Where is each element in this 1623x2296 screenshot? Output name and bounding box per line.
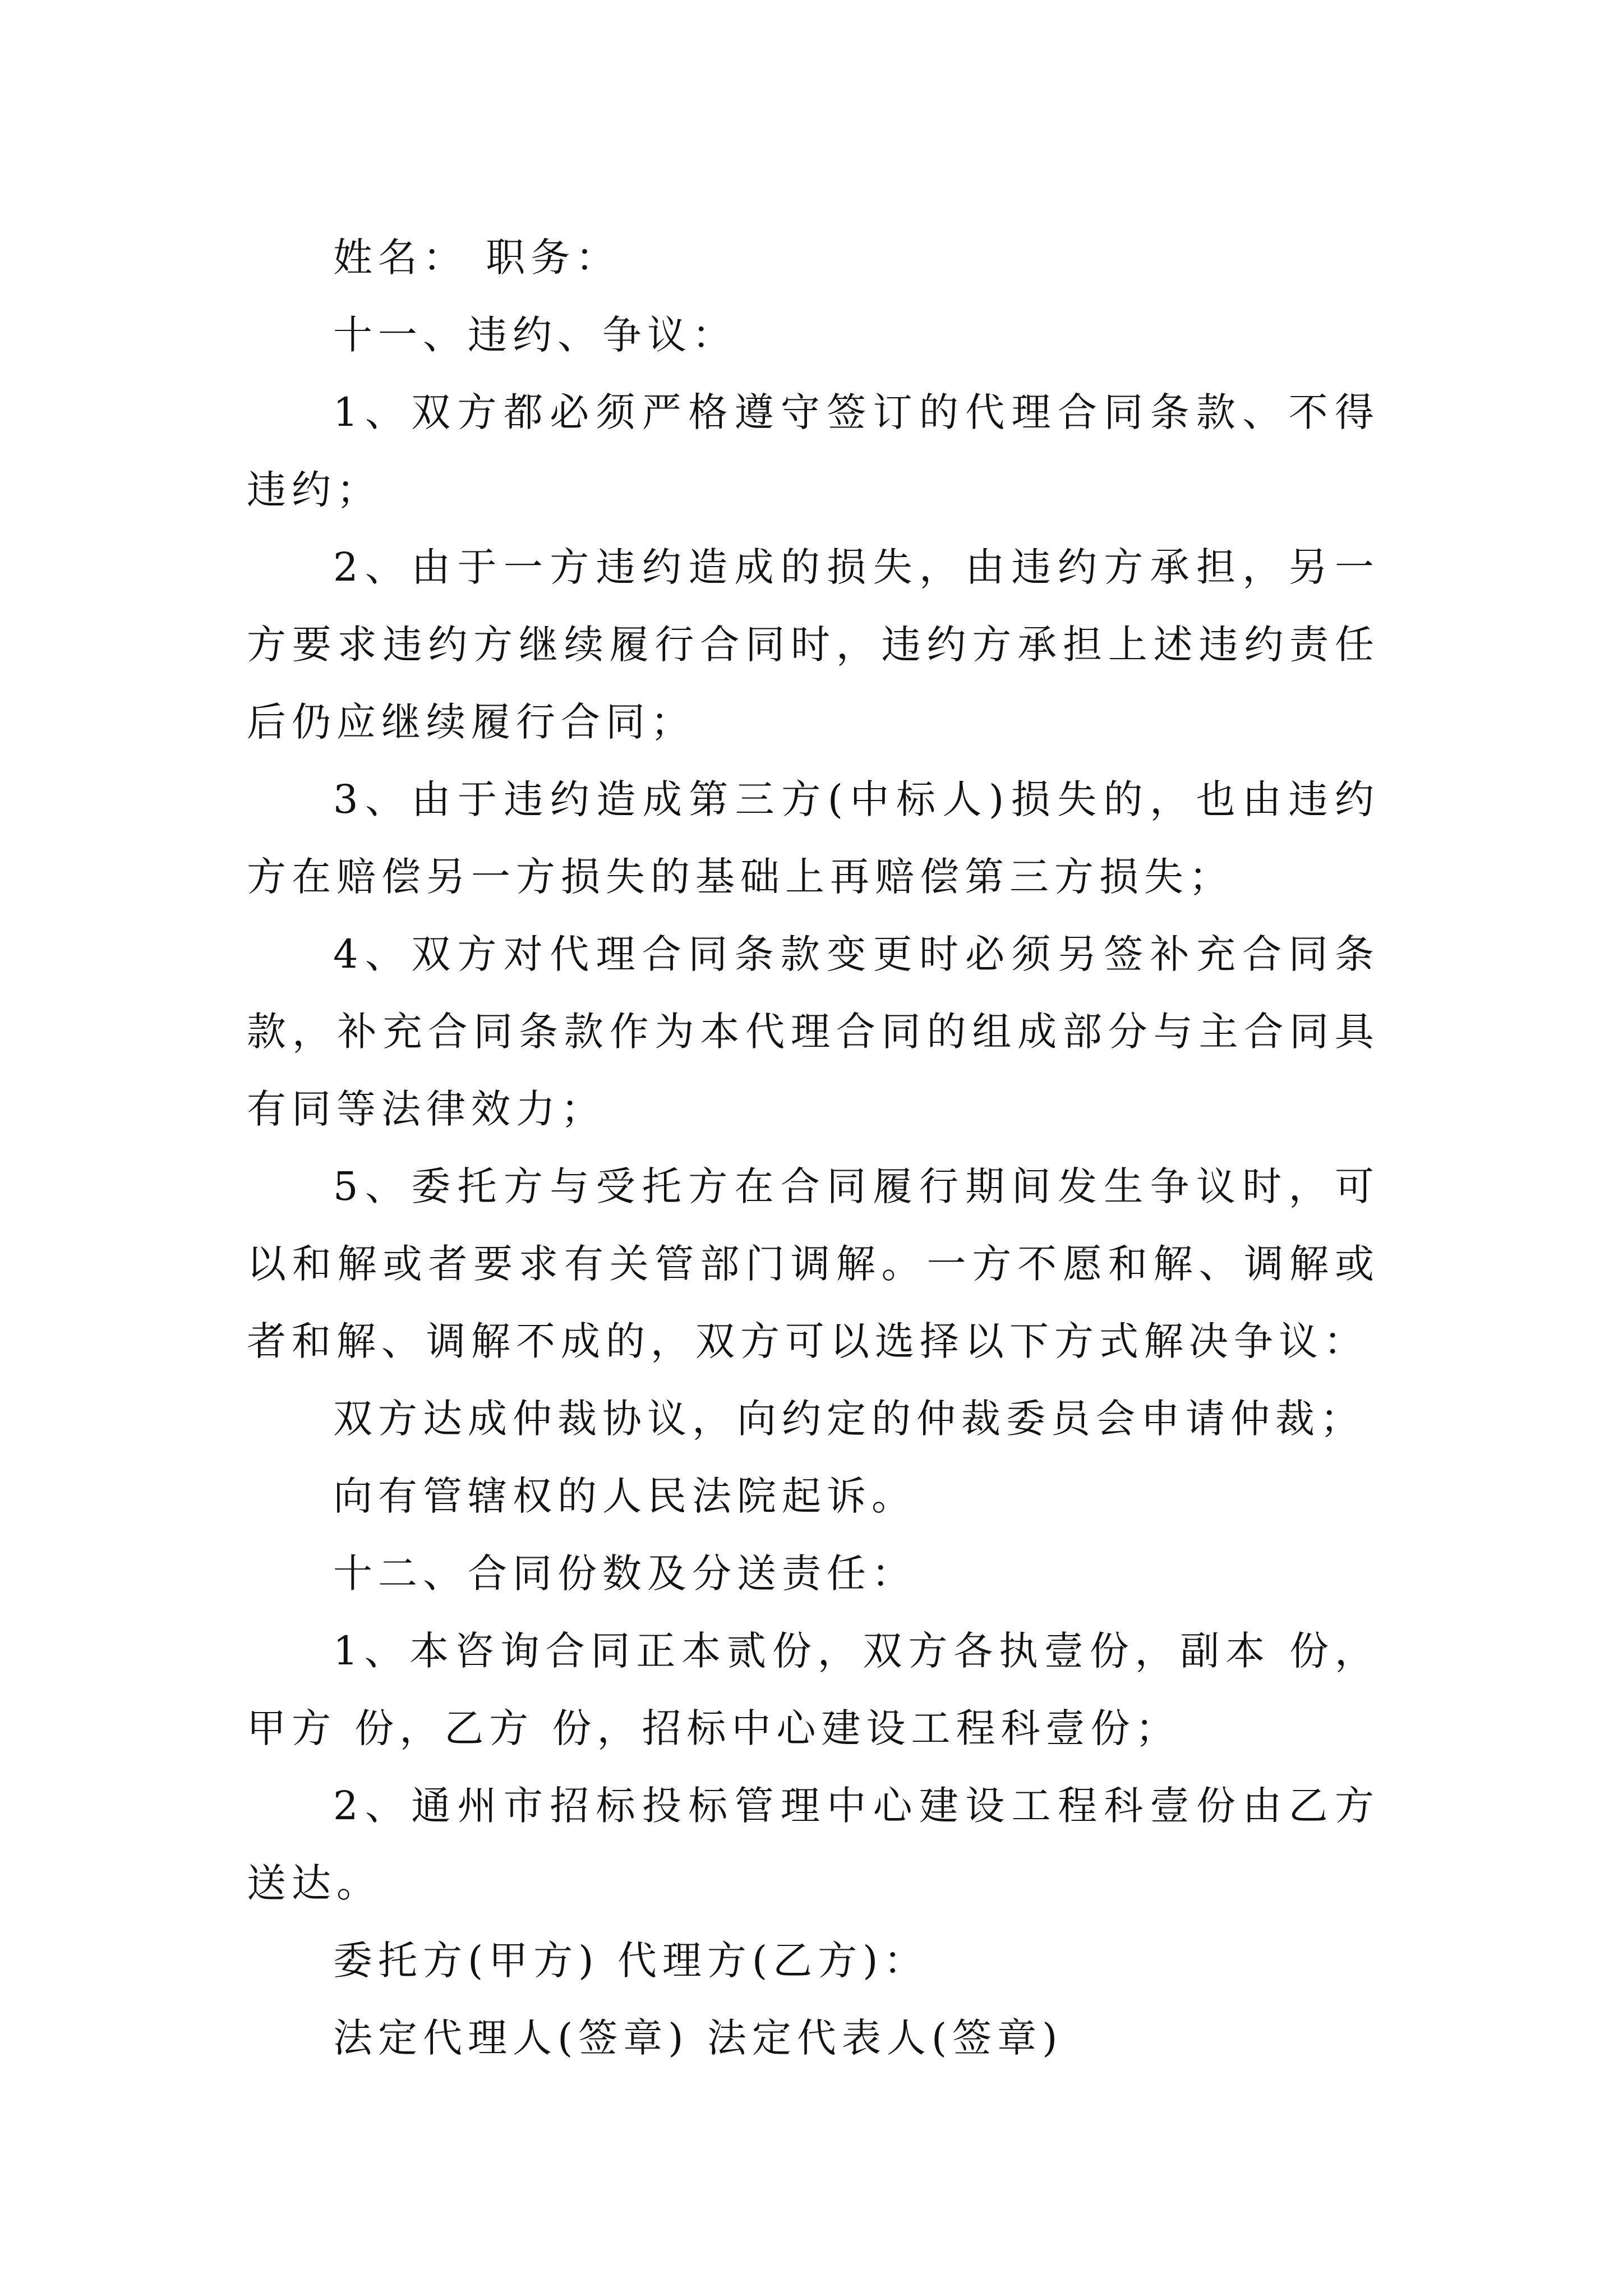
clause-11-1: 1、双方都必须严格遵守签订的代理合同条款、不得违约； [247, 389, 1380, 513]
clause-12-1: 1、本咨询合同正本贰份，双方各执壹份，副本 份，甲方 份，乙方 份，招标中心建设工程科壹份； [247, 1628, 1380, 1751]
section-11-heading: 十一、违约、争议： [333, 312, 737, 358]
clause-12-2: 2、通州市招标投标管理中心建设工程科壹份由乙方送达。 [247, 1783, 1380, 1906]
signature-line: 法定代理人(签章) 法定代表人(签章) [333, 2015, 1063, 2061]
clause-11-5: 5、委托方与受托方在合同履行期间发生争议时，可以和解或者要求有关管部门调解。一方不愿和解、调解或者和解、调解不成的，双方可以选择以下方式解决争议： [247, 1163, 1380, 1364]
clause-11-3: 3、由于违约造成第三方(中标人)损失的，也由违约方在赔偿另一方损失的基础上再赔偿第三方损失； [247, 776, 1380, 900]
signatory-name-title-line: 姓名： 职务： [333, 234, 621, 280]
parties-line: 委托方(甲方) 代理方(乙方)： [333, 1938, 929, 1984]
section-12-heading: 十二、合同份数及分送责任： [333, 1550, 916, 1596]
clause-11-2: 2、由于一方违约造成的损失，由违约方承担，另一方要求违约方继续履行合同时，违约方承担上述违约责任后仍应继续履行合同； [247, 544, 1380, 745]
document-body [247, 219, 1380, 2077]
dispute-option-arbitration: 双方达成仲裁协议，向约定的仲裁委员会申请仲裁； [333, 1396, 1365, 1442]
dispute-option-court: 向有管辖权的人民法院起诉。 [333, 1473, 916, 1519]
clause-11-4: 4、双方对代理合同条款变更时必须另签补充合同条款，补充合同条款作为本代理合同的组成部分与主合同具有同等法律效力； [247, 931, 1380, 1132]
